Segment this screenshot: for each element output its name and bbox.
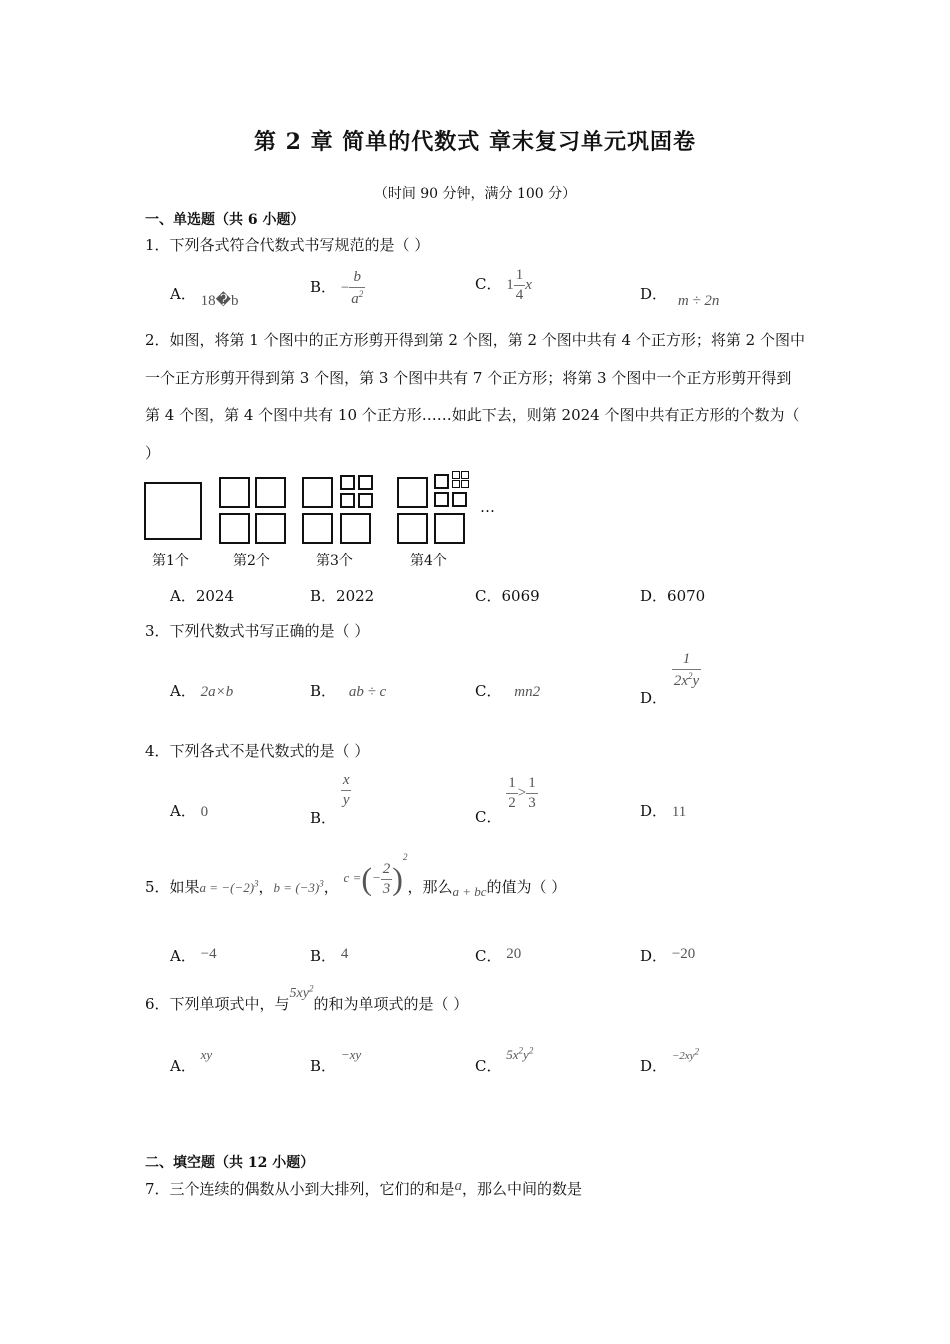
option-label: A． (170, 285, 196, 303)
q6-option-a[interactable] (170, 1047, 213, 1076)
q1-option-d[interactable] (640, 283, 720, 309)
q6-option-c[interactable] (475, 1045, 534, 1076)
fig2-square (255, 513, 286, 544)
option-label: C． (475, 1057, 502, 1075)
fig4-square (397, 477, 428, 508)
question-5-stem: 5．如果$a = -(-2)^3$，$b = (-3)^3$， c =(− $\frac{2}{3}$ )$^2$，那么a + bc的值为（ ） (145, 852, 567, 899)
option-label: B． (310, 1057, 337, 1075)
fig2-square (255, 477, 286, 508)
option-expression: − $\frac{b}{a^2}$ (340, 269, 364, 307)
q6-option-b[interactable] (310, 1047, 362, 1076)
question-3-stem: 3．下列代数式书写正确的是（ ） (145, 622, 370, 640)
q4-option-d[interactable] (640, 800, 686, 821)
ellipsis: … (480, 498, 495, 516)
question-7-stem: 7．三个连续的偶数从小到大排列，它们的和是a，那么中间的数是 (145, 1178, 583, 1198)
option-label: A． (170, 1057, 196, 1075)
fig3-square (302, 513, 333, 544)
option-label: A． (170, 682, 196, 700)
fig4-square (434, 513, 465, 544)
option-expression: −4 (200, 946, 217, 962)
question-1-stem: 1．下列各式符合代数式书写规范的是（ ） (145, 236, 430, 254)
option-expression: −xy (340, 1047, 362, 1062)
fig4-tiny-square (461, 480, 469, 488)
option-label: D． (640, 947, 668, 965)
option-expression: 0 (200, 804, 209, 820)
option-label: A． (170, 947, 196, 965)
option-expression: 1 $\frac{1}{4}$ x (506, 267, 532, 303)
figure-caption: 第3个 (316, 553, 353, 569)
fig4-square (397, 513, 428, 544)
q5-option-d[interactable] (640, 945, 695, 966)
option-expression: mn2 (514, 684, 541, 700)
option-label: D． (640, 688, 668, 707)
q3-option-c[interactable] (475, 680, 540, 701)
option-label: B． (310, 808, 337, 827)
option-expression: 20 (506, 946, 522, 962)
q3-option-a[interactable] (170, 680, 233, 701)
fig2-square (219, 513, 250, 544)
option-label: B． (310, 682, 337, 700)
option-label: D． (640, 285, 668, 303)
option-expression: 2a×b (200, 684, 234, 700)
option-label: C． (475, 807, 502, 826)
fig3-square (340, 513, 371, 544)
fig4-tiny-square (452, 471, 460, 479)
option-label: D． (640, 802, 668, 820)
option-label: C． (475, 947, 502, 965)
option-expression: $\frac{1}{2x^2y}$ (673, 651, 700, 689)
question-4-stem: 4．下列各式不是代数式的是（ ） (145, 742, 370, 760)
option-expression: −20 (671, 946, 696, 962)
q6-option-d[interactable] (640, 1046, 699, 1076)
option-label: B． (310, 277, 337, 296)
section-heading-single-choice: 一、单选题（共 6 小题） (145, 212, 305, 228)
fig4-tiny-square (461, 471, 469, 479)
q1-option-c[interactable] (475, 268, 532, 303)
option-expression: 11 (671, 804, 687, 820)
option-expression: 4 (340, 946, 349, 962)
q5-option-a[interactable] (170, 945, 217, 966)
option-expression: xy (200, 1047, 213, 1062)
q2-option-a[interactable]: A．2024 (170, 587, 235, 605)
fig4-small-square (434, 474, 449, 489)
option-label: A． (170, 802, 196, 820)
fig3-small-square (358, 475, 373, 490)
q4-option-c[interactable] (475, 775, 538, 826)
q5-option-c[interactable] (475, 945, 521, 966)
option-expression: −2xy2 (671, 1046, 699, 1062)
q5-option-b[interactable] (310, 945, 348, 966)
fig3-small-square (340, 475, 355, 490)
figure-caption: 第2个 (233, 553, 270, 569)
section-heading-fill-in: 二、填空题（共 12 小题） (145, 1155, 315, 1171)
figure-caption: 第1个 (152, 553, 189, 569)
q4-option-a[interactable] (170, 800, 208, 821)
q2-option-b[interactable]: B．2022 (310, 587, 375, 605)
q3-option-b[interactable] (310, 680, 386, 701)
question-6-stem: 6．下列单项式中，与$5xy^2$的和为单项式的是（ ） (145, 983, 469, 1013)
fig3-square (302, 477, 333, 508)
fig3-small-square (340, 493, 355, 508)
q2-option-d[interactable]: D．6070 (640, 587, 706, 605)
question-2-stem: 2．如图，将第 1 个图中的正方形剪开得到第 2 个图，第 2 个图中共有 4 个正方形；将第 2 个图中一个正方形剪开得到第 3 个图，第 3 个图中共有 7 个正方形；将第 3 个图中一个正方形剪开得到第 4 个图，第 4 个图中共有 10 个正方形……如此下去，则第 2024 个图中共有正方形的个数为（ ） (145, 331, 805, 462)
q3-option-d[interactable] (640, 651, 701, 707)
option-expression: ab ÷ c (348, 684, 387, 700)
q1-option-a[interactable] (170, 283, 239, 309)
option-expression: m ÷ 2n (677, 293, 720, 309)
figure-caption: 第4个 (410, 553, 447, 569)
fig4-tiny-square (452, 480, 460, 488)
option-label: D． (640, 1057, 668, 1075)
q2-option-c[interactable]: C．6069 (475, 587, 540, 605)
option-label: C． (475, 274, 502, 293)
q4-option-b[interactable] (310, 772, 351, 827)
option-expression: $\frac{x}{y}$ (342, 772, 350, 808)
fig4-small-square (452, 492, 467, 507)
option-expression: $\frac{1}{2}$ > $\frac{1}{3}$ (508, 775, 536, 811)
option-expression: $5x^2y^2$ (506, 1045, 534, 1062)
fig4-small-square (434, 492, 449, 507)
page-title: 第 2 章 简单的代数式 章末复习单元巩固卷 (254, 129, 696, 155)
fig2-square (219, 477, 250, 508)
q1-option-b[interactable] (310, 270, 365, 307)
option-label: B． (310, 947, 337, 965)
option-label: C． (475, 682, 502, 700)
option-expression: 18�b (200, 293, 239, 309)
fig1-square (144, 482, 202, 540)
fig3-small-square (358, 493, 373, 508)
exam-time-info: （时间 90 分钟，满分 100 分） (373, 186, 577, 202)
